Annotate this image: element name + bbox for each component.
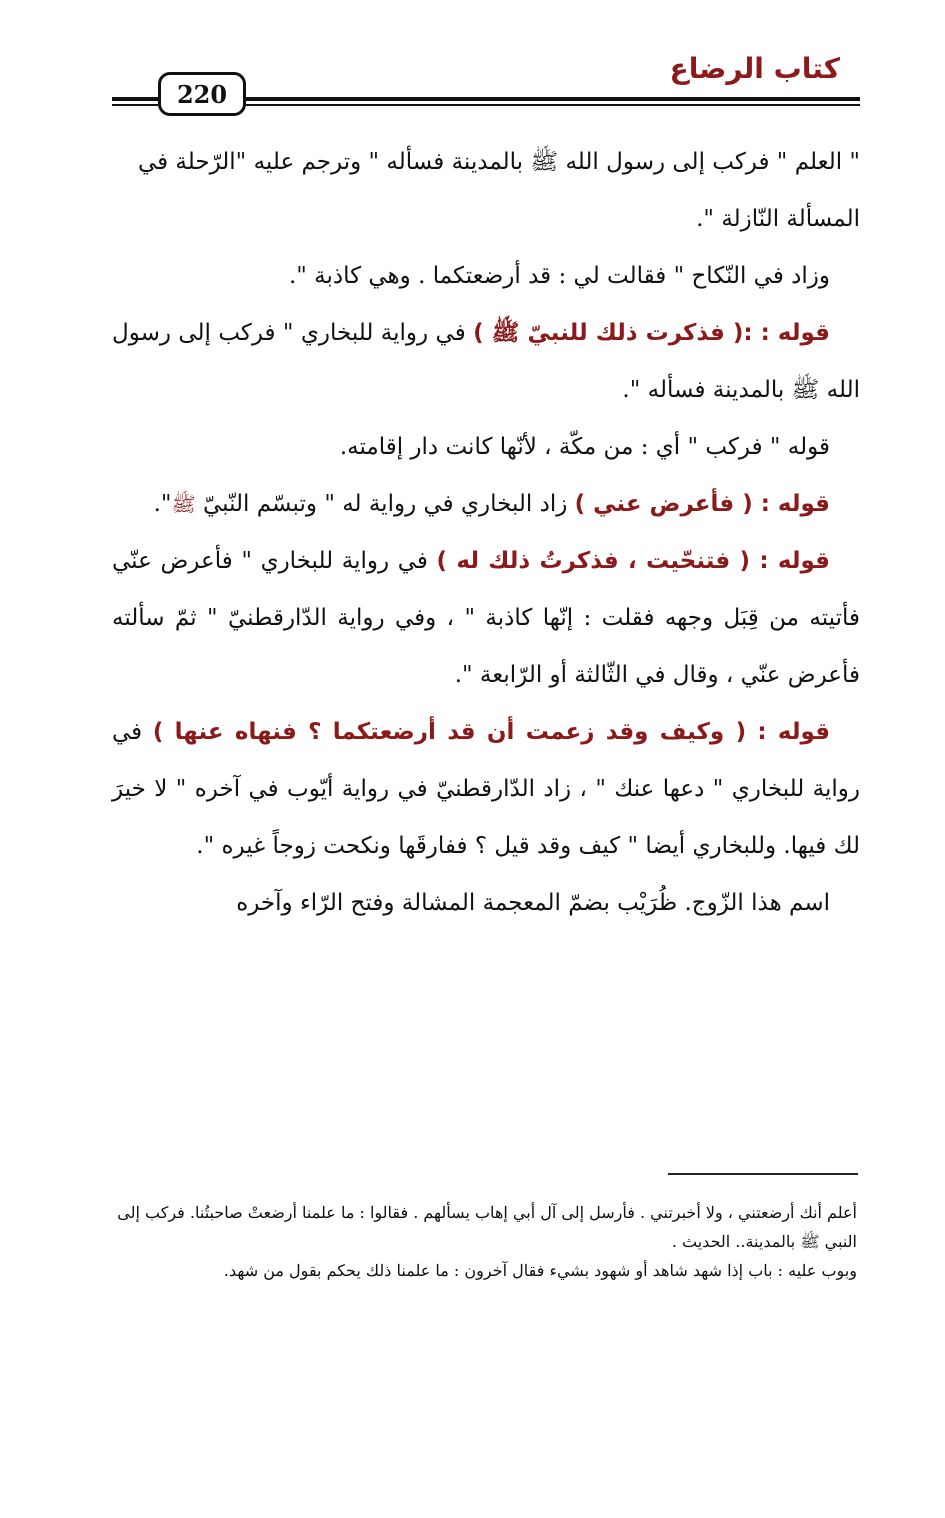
paragraph-8: اسم هذا الزّوج. ظُرَيْب بضمّ المعجمة المشالة وفتح الرّاء وآخره	[236, 890, 830, 916]
quote-label-6: قوله : ( فتنحّيت ، فذكرتُ ذلك له )	[436, 548, 830, 574]
quote-label-5: قوله : ( فأعرض عني )	[574, 491, 830, 517]
footnote-separator	[668, 1173, 858, 1175]
paragraph-1: " العلم " فركب إلى رسول الله ﷺ بالمدينة فسأله " وترجم عليه "الرّحلة في المسألة النّازلة ".	[137, 149, 860, 232]
paragraph-3	[112, 305, 860, 419]
paragraph-5	[112, 476, 860, 533]
paragraph-3-text: في رواية للبخاري " فركب إلى رسول الله ﷺ بالمدينة فسأله ".	[112, 320, 860, 403]
paragraph-4: قوله " فركب " أي : من مكّة ، لأنّها كانت دار إقامته.	[339, 434, 830, 460]
footnotes	[112, 1198, 857, 1285]
paragraph-7-text: في رواية للبخاري " دعها عنك " ، زاد الدّارقطنيّ في رواية أيّوب في آخره " لا خيرَ لك فيها. وللبخاري أيضا " كيف وقد قيل ؟ ففارقَها ونكحت زوجاً غيره ".	[112, 719, 860, 859]
paragraph-2: وزاد في النّكاح " فقالت لي : قد أرضعتكما . وهي كاذبة ".	[288, 263, 830, 289]
main-text	[112, 134, 860, 932]
paragraph-6-text: في رواية للبخاري " فأعرض عنّي فأتيته من قِبَل وجهه فقلت : إنّها كاذبة " ، وفي رواية الدّارقطنيّ " ثمّ سألته فأعرض عنّي ، وقال في الثّالثة أو الرّابعة ".	[112, 548, 860, 688]
salawat-glyph: ﷺ	[171, 492, 196, 516]
footnote-1: أعلم أنك أرضعتني ، ولا أخبرتني . فأرسل إلى آل أبي إهاب يسألهم . فقالوا : ما علمنا أرضعتْ صاحبتُنا. فركب إلى النبي ﷺ بالمدينة.. الحديث .	[117, 1203, 857, 1251]
page-number: 220	[176, 79, 228, 109]
paragraph-7	[112, 704, 860, 875]
paragraph-5-text: زاد البخاري في رواية له " وتبسّم النّبيّ	[195, 491, 575, 517]
quote-label-3: قوله : :( فذكرت ذلك للنبيّ ﷺ )	[473, 320, 830, 346]
paragraph-5-end: ".	[153, 491, 172, 517]
quote-label-7: قوله : ( وكيف وقد زعمت أن قد أرضعتكما ؟ فنهاه عنها )	[152, 719, 830, 745]
footnote-2: وبوب عليه : باب إذا شهد شاهد أو شهود بشيء فقال آخرون : ما علمنا ذلك يحكم بقول من شهد.	[223, 1261, 857, 1280]
page-number-box	[158, 72, 246, 116]
running-header-title: كتاب الرضاع	[669, 52, 840, 85]
paragraph-6	[112, 533, 860, 704]
